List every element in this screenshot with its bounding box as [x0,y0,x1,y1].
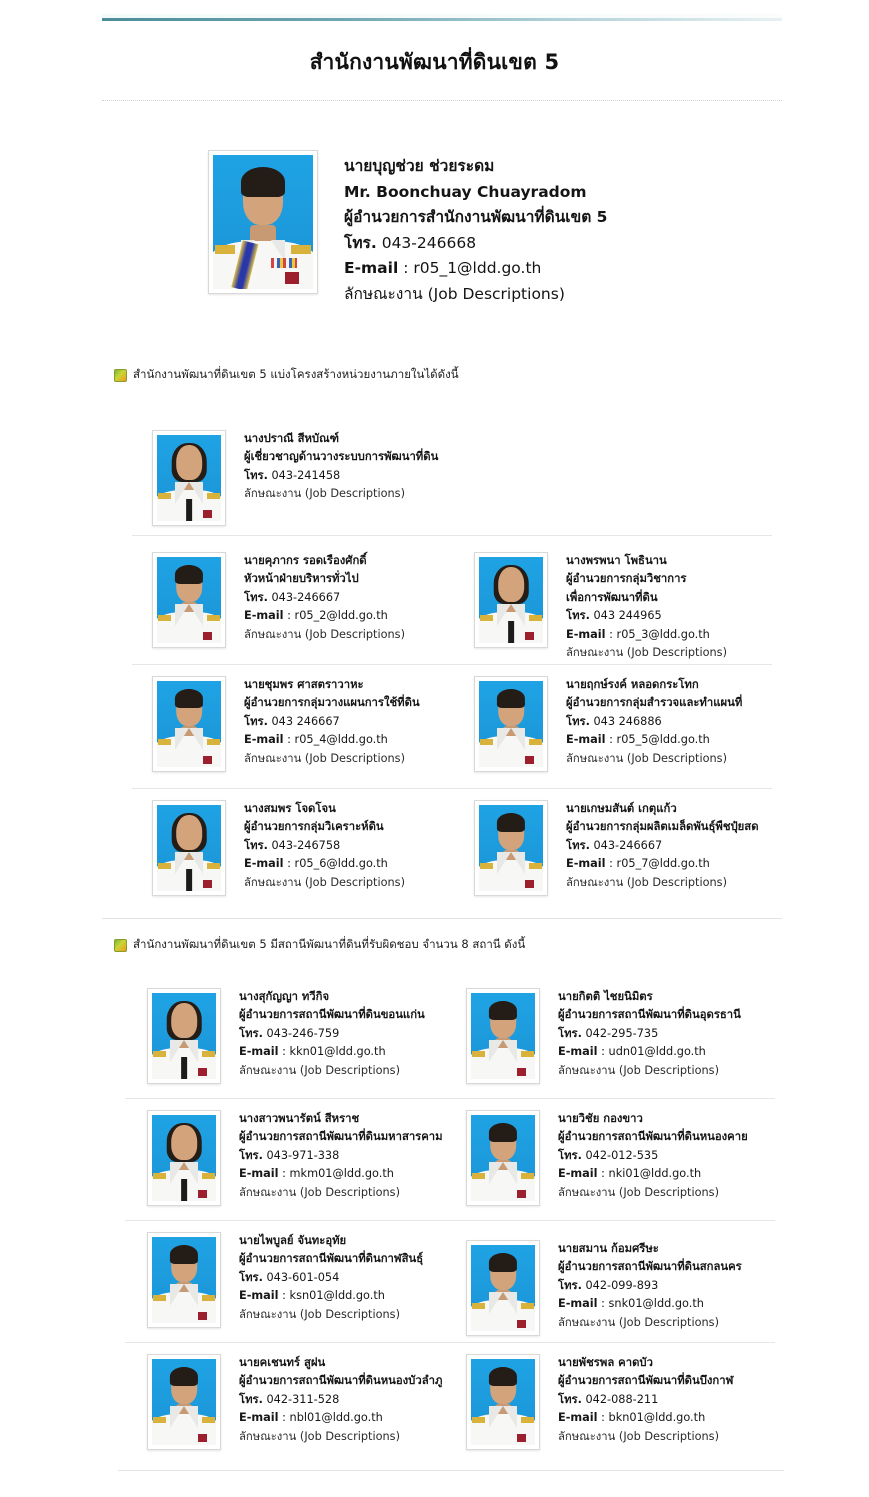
director-card [208,150,607,307]
station-entry-2 [147,1110,443,1206]
staff-name-4: นายฤกษ์รงค์ หลอดกระโทก [566,678,699,691]
station-phone-row-6 [239,1391,442,1409]
staff-entry-0 [152,430,438,526]
director-phone-row [344,231,607,257]
staff-job-link-3[interactable]: ลักษณะงาน (Job Descriptions) [244,751,405,765]
email-label: E-mail [244,609,284,623]
station-portrait-photo-2 [152,1115,216,1201]
station-portrait-photo-7 [471,1359,535,1445]
station-email-row-6: E-mail : nbl01@ldd.go.th [239,1411,383,1425]
staff-role-line2-2: เพื่อการพัฒนาที่ดิน [566,590,658,604]
station-details-2 [239,1110,443,1202]
staff-photo-frame-0 [152,430,226,526]
station-details-1 [558,988,741,1080]
station-entry-7 [466,1354,733,1450]
phone-label: โทร. [244,590,268,604]
station-photo-frame-5 [466,1240,540,1336]
director-position: ผู้อำนวยการสำนักงานพัฒนาที่ดินเขต 5 [344,208,608,226]
director-photo-frame [208,150,318,294]
staff-portrait-photo-4 [479,681,543,767]
staff-details-3 [244,676,420,768]
phone-label: โทร. [239,1026,263,1040]
staff-portrait-photo-1 [157,557,221,643]
station-name-5: นายสมาน ก้อมศรีษะ [558,1242,659,1255]
staff-phone-row-0 [244,467,438,485]
staff-details-0 [244,430,438,504]
email-label: E-mail [239,1045,279,1059]
email-label: E-mail [239,1167,279,1181]
staff-entry-2 [474,552,727,662]
staff-phone-row-1 [244,589,405,607]
staff-email-row-6: E-mail : r05_7@ldd.go.th [566,857,710,871]
section-heading-structure-text: สำนักงานพัฒนาที่ดินเขต 5 แบ่งโครงสร้างหน่วยงานภายในได้ดังนี้ [133,367,459,381]
staff-details-5 [244,800,405,892]
staff-details-1 [244,552,405,644]
email-label: E-mail [344,259,399,277]
phone-label: โทร. [558,1148,582,1162]
station-name-7: นายพัชรพล คาดบัว [558,1356,653,1369]
station-phone-value-3: 042-012-535 [585,1148,659,1162]
staff-job-link-2[interactable]: ลักษณะงาน (Job Descriptions) [566,646,727,660]
phone-label: โทร. [244,838,268,852]
station-photo-frame-4 [147,1232,221,1328]
station-name-0: นางสุกัญญา ทวีกิจ [239,990,330,1003]
station-name-1: นายกิตติ ไชยนิมิตร [558,990,653,1003]
director-name-th: นายบุญช่วย ช่วยระดม [344,157,495,175]
staff-job-link-6[interactable]: ลักษณะงาน (Job Descriptions) [566,875,727,889]
staff-photo-frame-3 [152,676,226,772]
director-email-row: E-mail : r05_1@ldd.go.th [344,259,542,277]
station-email-value-1[interactable]: udn01@ldd.go.th [608,1045,706,1059]
station-photo-frame-2 [147,1110,221,1206]
station-job-link-7[interactable]: ลักษณะงาน (Job Descriptions) [558,1429,719,1443]
station-phone-row-1 [558,1025,741,1043]
section-bullet-icon [114,939,127,952]
staff-phone-row-4 [566,713,742,731]
staff-phone-value-0: 043-241458 [271,468,341,482]
email-label: E-mail [244,857,284,871]
station-email-value-0[interactable]: kkn01@ldd.go.th [289,1045,386,1059]
station-row-separator-0 [125,1098,775,1099]
staff-row-separator-1 [132,664,772,665]
staff-details-2 [566,552,727,662]
staff-email-row-5: E-mail : r05_6@ldd.go.th [244,857,388,871]
email-label: E-mail [558,1045,598,1059]
staff-portrait-photo-3 [157,681,221,767]
station-phone-row-7 [558,1391,733,1409]
station-job-link-1[interactable]: ลักษณะงาน (Job Descriptions) [558,1063,719,1077]
station-job-link-5[interactable]: ลักษณะงาน (Job Descriptions) [558,1315,719,1329]
staff-entry-1 [152,552,405,648]
station-role-0: ผู้อำนวยการสถานีพัฒนาที่ดินขอนแก่น [239,1008,425,1022]
station-email-value-5[interactable]: snk01@ldd.go.th [608,1297,704,1311]
station-phone-value-4: 043-601-054 [266,1270,340,1284]
phone-label: โทร. [239,1270,263,1284]
director-portrait-photo [213,155,313,289]
station-details-7 [558,1354,733,1446]
station-email-value-4[interactable]: ksn01@ldd.go.th [289,1289,385,1303]
staff-name-0: นางปราณี สีหบัณฑ์ [244,432,339,445]
station-name-3: นายวิชัย กองขาว [558,1112,643,1125]
email-label: E-mail [566,627,606,641]
director-job-description-link[interactable]: ลักษณะงาน (Job Descriptions) [344,284,565,303]
staff-entry-6 [474,800,759,896]
email-label: E-mail [558,1297,598,1311]
staff-photo-frame-6 [474,800,548,896]
staff-phone-row-3 [244,713,420,731]
station-phone-value-7: 042-088-211 [585,1392,659,1406]
station-role-1: ผู้อำนวยการสถานีพัฒนาที่ดินอุดรธานี [558,1008,741,1022]
staff-phone-value-1: 043-246667 [271,590,341,604]
station-portrait-photo-5 [471,1245,535,1331]
staff-name-3: นายชุมพร ศาสตราวาหะ [244,678,364,691]
station-email-value-2[interactable]: mkm01@ldd.go.th [289,1167,394,1181]
phone-label: โทร. [558,1392,582,1406]
staff-details-6 [566,800,759,892]
title-divider [102,100,782,101]
station-email-value-7[interactable]: bkn01@ldd.go.th [608,1411,706,1425]
station-job-link-2[interactable]: ลักษณะงาน (Job Descriptions) [239,1185,400,1199]
station-portrait-photo-0 [152,993,216,1079]
station-job-link-3[interactable]: ลักษณะงาน (Job Descriptions) [558,1185,719,1199]
staff-photo-frame-4 [474,676,548,772]
phone-label: โทร. [566,609,590,623]
station-role-2: ผู้อำนวยการสถานีพัฒนาที่ดินมหาสารคาม [239,1130,443,1144]
station-details-5 [558,1240,742,1332]
staff-name-5: นางสมพร โจดโจน [244,802,336,815]
staff-entry-3 [152,676,420,772]
staff-role-2: ผู้อำนวยการกลุ่มวิชาการ [566,572,687,586]
staff-portrait-photo-2 [479,557,543,643]
staff-role-3: ผู้อำนวยการกลุ่มวางแผนการใช้ที่ดิน [244,696,420,710]
phone-label: โทร. [344,233,377,252]
station-photo-frame-1 [466,988,540,1084]
station-email-row-4: E-mail : ksn01@ldd.go.th [239,1289,385,1303]
station-photo-frame-0 [147,988,221,1084]
station-details-3 [558,1110,748,1202]
section-bullet-icon [114,369,127,382]
staff-email-row-3: E-mail : r05_4@ldd.go.th [244,733,388,747]
email-label: E-mail [239,1411,279,1425]
staff-phone-value-5: 043-246758 [271,838,341,852]
email-label: E-mail [566,857,606,871]
station-email-value-6[interactable]: nbl01@ldd.go.th [289,1411,383,1425]
staff-email-value-4[interactable]: r05_5@ldd.go.th [616,733,710,747]
station-role-7: ผู้อำนวยการสถานีพัฒนาที่ดินบึงกาฬ [558,1374,734,1388]
email-label: E-mail [566,733,606,747]
phone-label: โทร. [244,468,268,482]
station-role-6: ผู้อำนวยการสถานีพัฒนาที่ดินหนองบัวลำภู [239,1374,443,1388]
section-heading-stations-text: สำนักงานพัฒนาที่ดินเขต 5 มีสถานีพัฒนาที่ดินที่รับผิดชอบ จำนวน 8 สถานี ดังนี้ [133,937,526,951]
station-entry-6 [147,1354,442,1450]
station-details-6 [239,1354,442,1446]
staff-phone-row-6 [566,837,759,855]
staff-name-1: นายคุภากร รอดเรืองศักดิ์ [244,554,367,567]
email-label: E-mail [558,1167,598,1181]
station-photo-frame-6 [147,1354,221,1450]
staff-role-6: ผู้อำนวยการกลุ่มผลิตเมล็ดพันธุ์พืชปุ๋ยสด [566,820,759,834]
station-job-link-0[interactable]: ลักษณะงาน (Job Descriptions) [239,1063,400,1077]
staff-details-4 [566,676,742,768]
staff-photo-frame-5 [152,800,226,896]
station-entry-0 [147,988,425,1084]
staff-photo-frame-2 [474,552,548,648]
station-row-separator-1 [125,1220,775,1221]
phone-label: โทร. [566,714,590,728]
phone-label: โทร. [558,1278,582,1292]
director-phone-value: 043-246668 [381,233,477,252]
staff-email-value-5[interactable]: r05_6@ldd.go.th [294,857,388,871]
staff-phone-row-5 [244,837,405,855]
station-job-link-4[interactable]: ลักษณะงาน (Job Descriptions) [239,1307,400,1321]
station-email-value-3[interactable]: nki01@ldd.go.th [608,1167,702,1181]
staff-phone-row-2 [566,607,727,625]
station-phone-row-4 [239,1269,423,1287]
station-phone-value-2: 043-971-338 [266,1148,340,1162]
staff-email-value-3[interactable]: r05_4@ldd.go.th [294,733,388,747]
station-name-6: นายคเชนทร์ สูฝน [239,1356,326,1369]
staff-email-value-2[interactable]: r05_3@ldd.go.th [616,627,710,641]
station-row-separator-2 [125,1342,775,1343]
station-name-2: นางสาวพนารัตน์ สีหราช [239,1112,360,1125]
station-entry-4 [147,1232,423,1328]
staff-photo-frame-1 [152,552,226,648]
staff-email-row-1: E-mail : r05_2@ldd.go.th [244,609,388,623]
station-email-row-0: E-mail : kkn01@ldd.go.th [239,1045,386,1059]
station-phone-value-1: 042-295-735 [585,1026,659,1040]
station-portrait-photo-4 [152,1237,216,1323]
station-entry-1 [466,988,741,1084]
staff-name-2: นางพรพนา โพธินาน [566,554,667,567]
email-label: E-mail [244,733,284,747]
staff-portrait-photo-5 [157,805,221,891]
staff-row-separator-0 [132,535,772,536]
station-phone-row-3 [558,1147,748,1165]
phone-label: โทร. [558,1026,582,1040]
staff-phone-value-6: 043-246667 [593,838,663,852]
staff-email-row-2: E-mail : r05_3@ldd.go.th [566,627,710,641]
station-portrait-photo-3 [471,1115,535,1201]
station-details-4 [239,1232,423,1324]
staff-job-link-4[interactable]: ลักษณะงาน (Job Descriptions) [566,751,727,765]
station-phone-row-0 [239,1025,425,1043]
station-role-3: ผู้อำนวยการสถานีพัฒนาที่ดินหนองคาย [558,1130,748,1144]
staff-email-value-1[interactable]: r05_2@ldd.go.th [294,609,388,623]
staff-phone-value-2: 043 244965 [593,609,662,623]
director-email-value[interactable]: r05_1@ldd.go.th [413,259,542,277]
station-role-5: ผู้อำนวยการสถานีพัฒนาที่ดินสกลนคร [558,1260,742,1274]
station-email-row-7: E-mail : bkn01@ldd.go.th [558,1411,706,1425]
director-details [344,150,607,307]
director-name-en: Mr. Boonchuay Chuayradom [344,182,587,201]
phone-label: โทร. [566,838,590,852]
station-details-0 [239,988,425,1080]
station-portrait-photo-6 [152,1359,216,1445]
staff-role-5: ผู้อำนวยการกลุ่มวิเคราะห์ดิน [244,820,384,834]
station-portrait-photo-1 [471,993,535,1079]
station-phone-value-5: 042-099-893 [585,1278,659,1292]
page-title: สำนักงานพัฒนาที่ดินเขต 5 [304,48,566,80]
station-entry-5 [466,1240,742,1336]
staff-phone-value-4: 043 246886 [593,714,662,728]
station-email-row-2: E-mail : mkm01@ldd.go.th [239,1167,394,1181]
station-role-4: ผู้อำนวยการสถานีพัฒนาที่ดินกาฬสินธุ์ [239,1252,424,1266]
page-title-wrap [0,48,869,80]
phone-label: โทร. [239,1148,263,1162]
station-phone-value-6: 042-311-528 [266,1392,340,1406]
staff-entry-4 [474,676,742,772]
section-divider [102,918,782,919]
station-phone-row-5 [558,1277,742,1295]
staff-entry-5 [152,800,405,896]
station-email-row-3: E-mail : nki01@ldd.go.th [558,1167,702,1181]
email-label: E-mail [239,1289,279,1303]
staff-name-6: นายเกษมสันต์ เกตุแก้ว [566,802,677,815]
top-accent-rule [102,18,782,21]
email-label: E-mail [558,1411,598,1425]
staff-row-separator-2 [132,788,772,789]
phone-label: โทร. [239,1392,263,1406]
staff-email-value-6[interactable]: r05_7@ldd.go.th [616,857,710,871]
station-phone-value-0: 043-246-759 [266,1026,340,1040]
page-bottom-rule [118,1470,784,1471]
phone-label: โทร. [244,714,268,728]
station-phone-row-2 [239,1147,443,1165]
station-name-4: นายไพบูลย์ จันทะอุทัย [239,1234,347,1247]
staff-portrait-photo-0 [157,435,221,521]
station-photo-frame-3 [466,1110,540,1206]
staff-portrait-photo-6 [479,805,543,891]
station-photo-frame-7 [466,1354,540,1450]
staff-email-row-4: E-mail : r05_5@ldd.go.th [566,733,710,747]
staff-phone-value-3: 043 246667 [271,714,340,728]
staff-job-link-1[interactable]: ลักษณะงาน (Job Descriptions) [244,627,405,641]
staff-role-1: หัวหน้าฝ่ายบริหารทั่วไป [244,572,359,586]
staff-role-4: ผู้อำนวยการกลุ่มสำรวจและทำแผนที่ [566,696,743,710]
section-heading-stations [114,936,525,954]
staff-role-0: ผู้เชี่ยวชาญด้านวางระบบการพัฒนาที่ดิน [244,450,439,464]
station-email-row-5: E-mail : snk01@ldd.go.th [558,1297,704,1311]
staff-job-link-0[interactable]: ลักษณะงาน (Job Descriptions) [244,487,405,501]
station-job-link-6[interactable]: ลักษณะงาน (Job Descriptions) [239,1429,400,1443]
staff-job-link-5[interactable]: ลักษณะงาน (Job Descriptions) [244,875,405,889]
station-entry-3 [466,1110,748,1206]
station-email-row-1: E-mail : udn01@ldd.go.th [558,1045,706,1059]
section-heading-structure [114,366,459,384]
